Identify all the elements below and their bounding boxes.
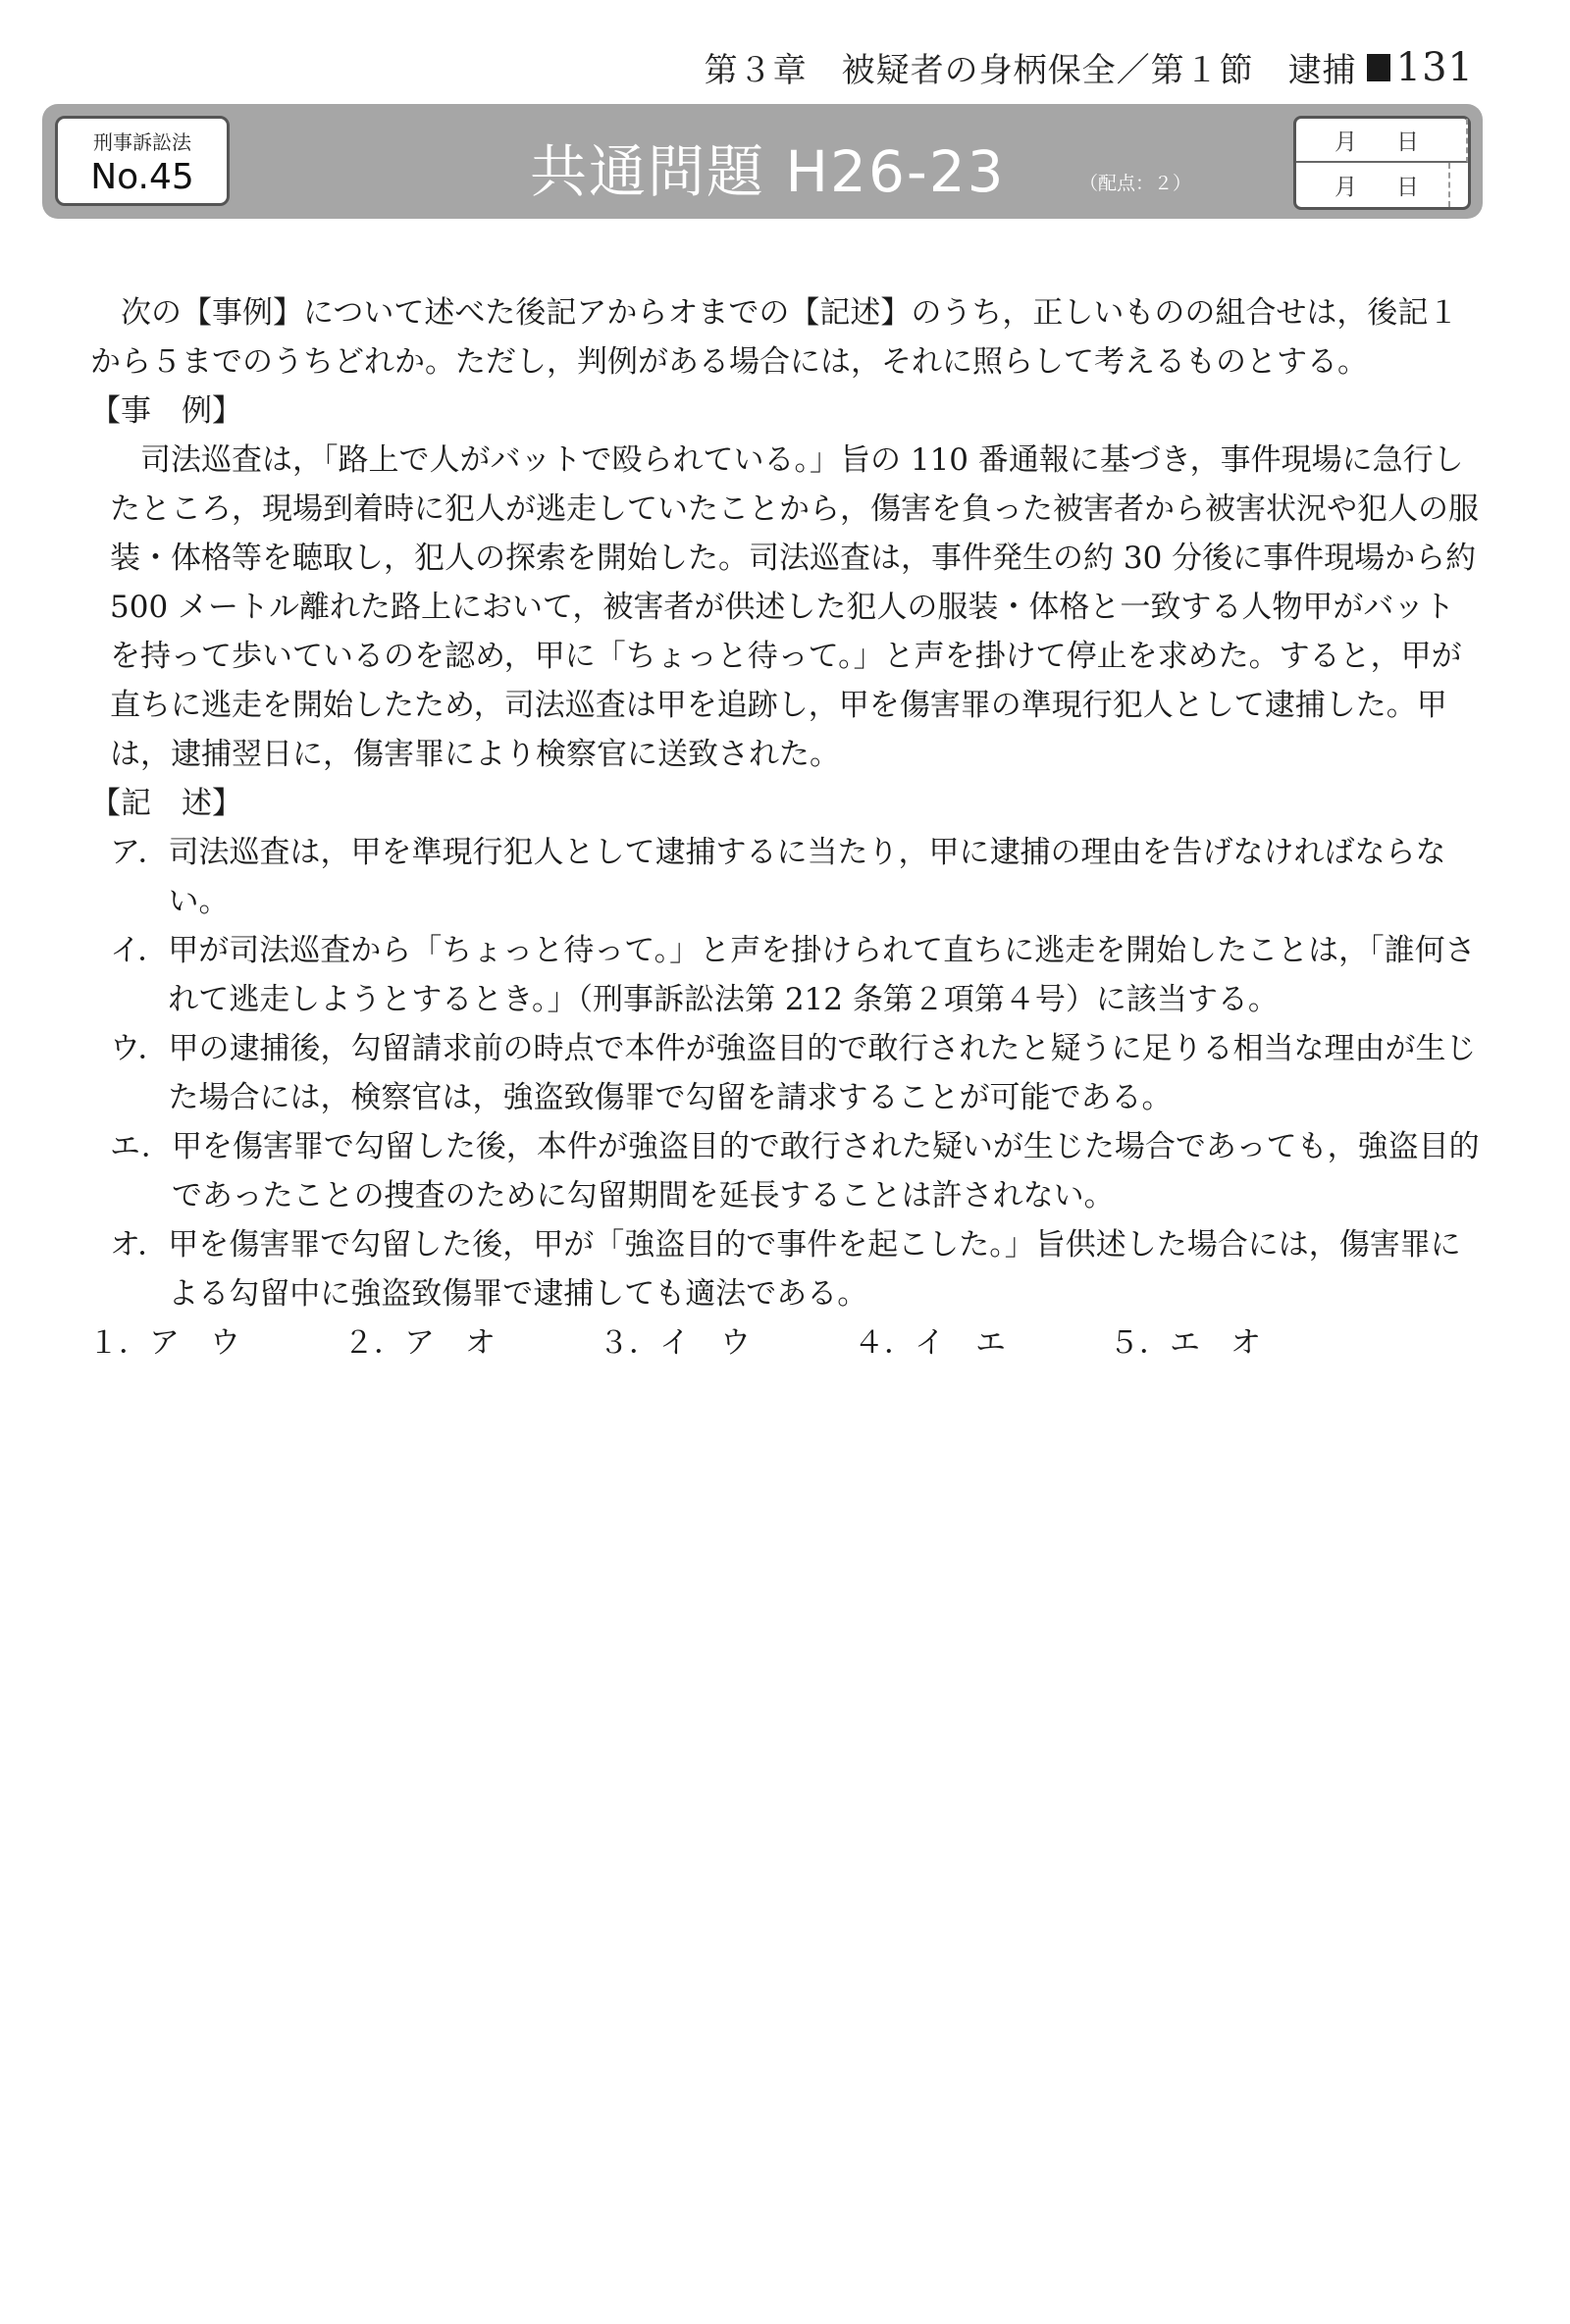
- answer-choice: ２．ア オ: [343, 1325, 496, 1361]
- statement-text: 甲を傷害罪で勾留した後，本件が強盗目的で敢行された疑いが生じた場合であっても，強盗目的であったことの捜査のために勾留期間を延長することは許されない。: [171, 1129, 1480, 1214]
- statements-heading: 【記 述】: [90, 786, 242, 821]
- case-text: 司法巡査は，「路上で人がバットで殴られている。」旨の 110 番通報に基づき，事件現場に急行したところ，現場到着時に犯人が逃走していたことから，傷害を負った被害者から被害状況や犯人の服装・体格等を聴取し，犯人の探索を開始した。司法巡査は，事件発生の約 30 分後に事件現場から約 500 メートル離れた路上において，被害者が供述した犯人の服装・体格と一致する人物甲がバットを持って歩いているのを認め，甲に「ちょっと待って。」と声を掛けて停止を求めた。すると，甲が直ちに逃走を開始したため，司法巡査は甲を追跡し，甲を傷害罪の準現行犯人として逮捕した。甲は，逮捕翌日に，傷害罪により検察官に送致された。: [110, 442, 1479, 772]
- statement-letter: ウ．: [110, 1031, 169, 1066]
- month-label: 月: [1334, 129, 1357, 155]
- statement-item: [90, 1220, 1484, 1318]
- date-row: [1296, 119, 1468, 163]
- problem-title: 共通問題 H26-23: [530, 138, 1006, 205]
- statement-text: 甲が司法巡査から「ちょっと待って。」と声を掛けられて直ちに逃走を開始したことは，「誰何されて逃走しようとするとき。」（刑事訴訟法第 212 条第２項第４号）に該当する。: [168, 933, 1476, 1017]
- points-label: （配点：２）: [1079, 173, 1192, 194]
- page-number: 131: [1395, 44, 1474, 90]
- subject-box: [55, 116, 230, 206]
- statement-letter: エ．: [110, 1129, 172, 1164]
- month-label: 月: [1334, 175, 1357, 200]
- running-head: [705, 43, 1474, 91]
- question-body: [90, 288, 1484, 1368]
- statement-text: 甲の逮捕後，勾留請求前の時点で本件が強盗目的で敢行されたと疑うに足りる相当な理由が生じた場合には，検察官は，強盗致傷罪で勾留を請求することが可能である。: [168, 1031, 1477, 1115]
- statement-item: [90, 926, 1484, 1024]
- subject-label: 刑事訴訟法: [93, 130, 191, 154]
- answer-choice: ５．エ オ: [1109, 1325, 1261, 1361]
- day-label: 日: [1396, 175, 1419, 200]
- statement-letter: イ．: [110, 933, 169, 968]
- problem-number: No.45: [90, 157, 194, 197]
- case-heading: 【事 例】: [90, 393, 242, 429]
- answer-choice: １．ア ウ: [88, 1325, 240, 1361]
- answer-choices: [88, 1318, 1484, 1368]
- day-label: 日: [1396, 129, 1419, 155]
- square-separator-icon: [1367, 54, 1390, 81]
- answer-choice: ３．イ ウ: [599, 1325, 751, 1361]
- answer-choice: ４．イ エ: [854, 1325, 1006, 1361]
- statement-item: [90, 1122, 1484, 1220]
- chapter-title: 第３章 被疑者の身柄保全／第１節 逮捕: [704, 51, 1357, 90]
- statement-item: [90, 1024, 1484, 1122]
- statement-item: [90, 828, 1484, 926]
- statement-letter: ア．: [110, 835, 169, 870]
- question-intro: 次の【事例】について述べた後記アからオまでの【記述】のうち，正しいものの組合せは，後記１から５までのうちどれか。ただし，判例がある場合には，それに照らして考えるものとする。: [90, 295, 1459, 380]
- statement-text: 甲を傷害罪で勾留した後，甲が「強盗目的で事件を起こした。」旨供述した場合には，傷害罪による勾留中に強盗致傷罪で逮捕しても適法である。: [168, 1227, 1461, 1312]
- statement-letter: オ．: [110, 1227, 169, 1263]
- study-date-box: [1293, 116, 1471, 210]
- statement-text: 司法巡査は，甲を準現行犯人として逮捕するに当たり，甲に逮捕の理由を告げなければならない。: [168, 835, 1446, 919]
- date-row: [1296, 163, 1450, 207]
